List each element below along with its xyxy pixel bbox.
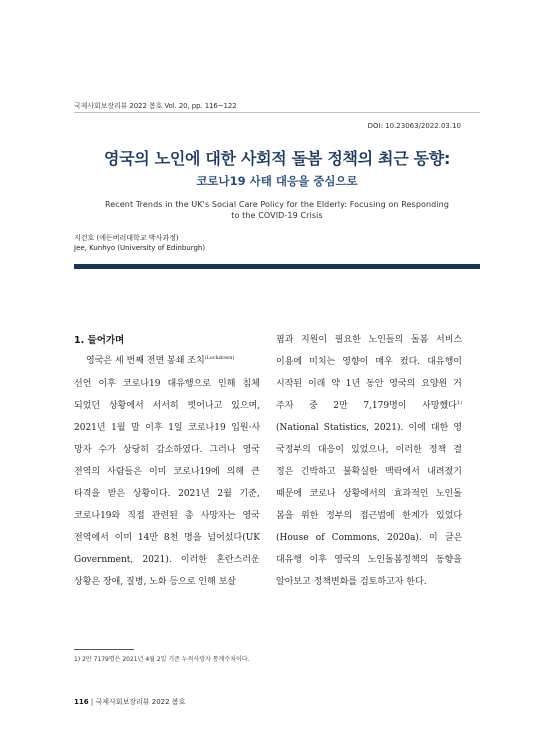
title-divider [74, 264, 480, 269]
left-line-1 [86, 353, 260, 366]
footnote: 1) 2만 7179명은 2021년 4월 2일 기준 누적사망자 통계수치이다. [74, 656, 250, 663]
right-line-12: 알아보고 정책변화를 검토하고자 한다. [276, 577, 427, 587]
footnote-ref: 1) [456, 400, 463, 406]
footer-journal: 국제사회보장리뷰 2022 봄호 [95, 698, 186, 706]
right-line-8: 때문에 코로나 상황에서의 효과적인 노인돌 [276, 489, 462, 499]
header-divider [74, 112, 480, 113]
left-line-10: Government, 2021). 이러한 혼란스러운 [74, 555, 260, 565]
right-line-6: 국정부의 대응이 있었으나, 이러한 정책 결 [276, 445, 462, 455]
korean-title: 영국의 노인에 대한 사회적 돌봄 정책의 최근 동향: [103, 149, 451, 168]
left-line-11: 상황은 장애, 질병, 노화 등으로 인해 보살 [74, 577, 236, 587]
english-title-line-2: to the COVID-19 Crisis [231, 211, 323, 220]
right-line-1: 핌과 지원이 필요한 노인들의 돌봄 서비스 [276, 335, 463, 345]
left-line-1-text: 영국은 세 번째 전면 봉쇄 조치 [86, 356, 205, 366]
left-line-2: 선언 이후 코로나19 대유행으로 인해 침체 [74, 379, 260, 389]
right-line-9: 봄을 위한 정부의 접근법에 한계가 있었다 [276, 511, 463, 521]
footer-separator: | [90, 698, 96, 706]
author-english: Jee, Kunhyo (University of Edinburgh) [74, 244, 206, 252]
left-line-6: 전역의 사람들은 이미 코로나19에 의해 큰 [74, 467, 260, 477]
english-title-line-1: Recent Trends in the UK's Social Care Policy for the Elderly: Focusing on Responding [104, 200, 450, 209]
right-line-4-text: 주자 중 2만 7,179명이 사망했다 [276, 401, 457, 411]
author-korean: 지건호 (에든버러대학교 박사과정) [74, 234, 179, 242]
right-line-2: 이용에 미치는 영향이 매우 컸다. 대유행이 [276, 357, 462, 367]
lockdown-superscript: (Lockdown) [204, 355, 235, 361]
page-footer [74, 697, 185, 707]
doi: DOI: 10.23063/2022.03.10 [367, 122, 461, 130]
left-line-9: 전역에서 이미 14만 8천 명을 넘어섰다(UK [74, 533, 261, 543]
right-line-7: 정은 긴박하고 불확실한 맥락에서 내려졌기 [276, 467, 462, 477]
korean-subtitle: 코로나19 사태 대응을 중심으로 [196, 174, 358, 188]
right-line-5: (National Statistics, 2021). 이에 대한 영 [276, 423, 463, 433]
footnote-divider [74, 649, 134, 650]
english-title [96, 199, 458, 221]
left-line-8: 코로나19와 직접 관련된 총 사망자는 영국 [74, 511, 260, 521]
left-line-7: 타격을 받은 상황이다. 2021년 2월 기준, [74, 489, 260, 499]
page-number: 116 [74, 698, 89, 706]
right-line-11: 대유행 이후 영국의 노인돌봄정책의 동향을 [276, 555, 462, 565]
right-line-4 [276, 398, 462, 411]
left-line-3: 되었던 상황에서 서서히 벗어나고 있으며, [74, 401, 261, 411]
right-line-10: (House of Commons, 2020a). 이 글은 [276, 533, 463, 543]
left-line-5: 망자 수가 상당히 감소하였다. 그러나 영국 [74, 445, 260, 455]
left-line-4: 2021년 1월 말 이후 1일 코로나19 입원·사 [74, 423, 261, 433]
right-line-3: 시작된 이래 약 1년 동안 영국의 요양원 거 [276, 379, 462, 389]
journal-citation: 국제사회보장리뷰 2022 봄호 Vol. 20, pp. 116~122 [74, 102, 237, 110]
section-heading: 1. 들어가며 [74, 335, 125, 346]
